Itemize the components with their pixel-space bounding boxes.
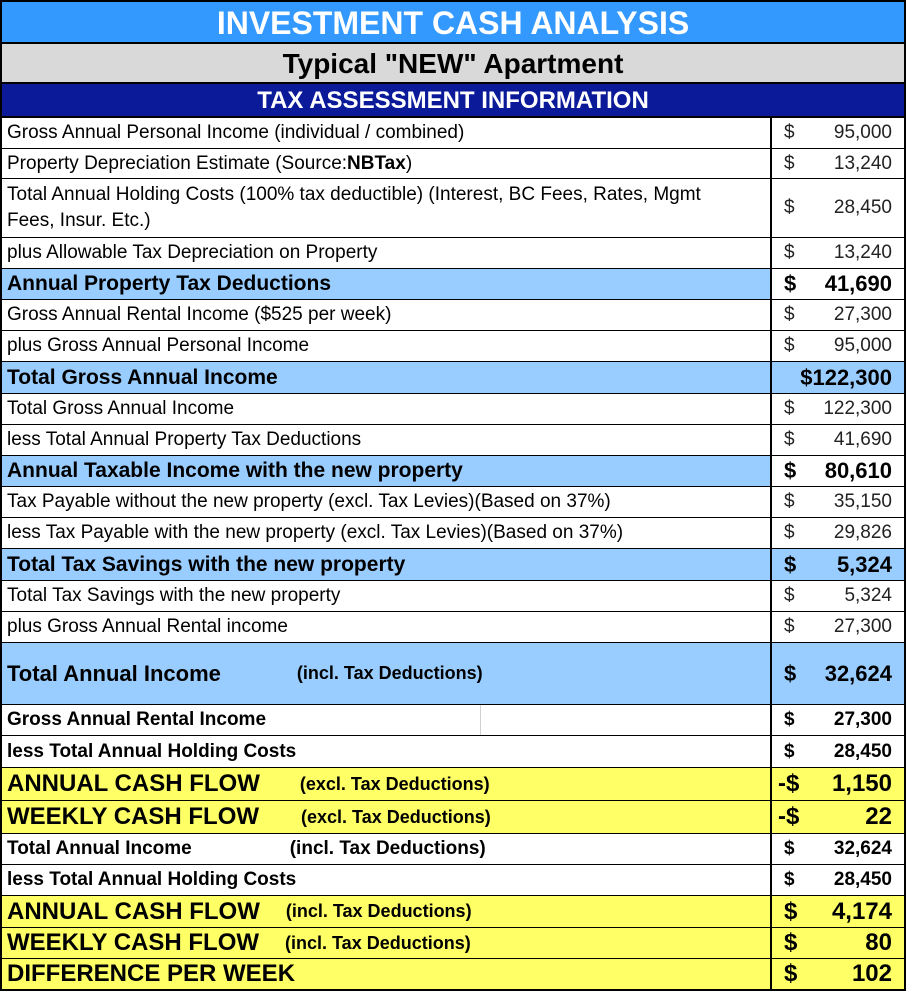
row-value: 1,150 xyxy=(831,770,892,797)
row-value: 28,450 xyxy=(833,197,892,218)
row-value: 27,300 xyxy=(833,304,892,325)
row-total-annual-income-incl-deductions[interactable] xyxy=(0,643,906,705)
row-annual-cash-flow-incl[interactable] xyxy=(0,896,906,928)
row-gross-annual-rental-income-bold[interactable] xyxy=(0,705,906,736)
row-label: less Tax Payable with the new property (excl. Tax Levies)(Based on 37%) xyxy=(2,518,772,548)
row-annual-property-tax-deductions[interactable] xyxy=(0,269,906,300)
row-value: 35,150 xyxy=(833,491,892,512)
row-total-annual-holding-costs[interactable] xyxy=(0,179,906,238)
row-label: Property Depreciation Estimate (Source: NBTax ) xyxy=(2,149,772,178)
row-value: 5,324 xyxy=(844,585,892,606)
row-label: Total Tax Savings with the new property xyxy=(2,581,772,611)
row-label: Total Annual Holding Costs (100% tax deductible) (Interest, BC Fees, Rates, Mgmt Fees, Insur. Etc.) xyxy=(2,179,772,237)
row-annual-cash-flow-excl[interactable] xyxy=(0,768,906,801)
row-label: WEEKLY CASH FLOW (incl. Tax Deductions) xyxy=(2,928,772,958)
currency-symbol: $ xyxy=(784,122,795,143)
row-plus-gross-annual-personal-income[interactable] xyxy=(0,331,906,362)
row-plus-gross-annual-rental-income[interactable] xyxy=(0,612,906,643)
row-value: 41,690 xyxy=(824,271,892,296)
row-label: plus Gross Annual Rental income xyxy=(2,612,772,642)
currency-symbol: $ xyxy=(784,960,798,987)
row-value: 5,324 xyxy=(836,551,892,577)
row-value: 80,610 xyxy=(824,458,892,483)
currency-symbol: $ xyxy=(784,197,795,218)
row-label: Total Annual Income (incl. Tax Deductions) xyxy=(2,643,772,704)
row-value: 95,000 xyxy=(833,335,892,356)
row-less-property-tax-deductions[interactable] xyxy=(0,425,906,456)
row-value: 27,300 xyxy=(833,709,892,730)
currency-symbol: $ xyxy=(784,838,795,859)
row-allowable-tax-depreciation[interactable] xyxy=(0,238,906,269)
currency-symbol: -$ xyxy=(778,770,800,797)
row-difference-per-week[interactable] xyxy=(0,959,906,991)
row-label: plus Allowable Tax Depreciation on Property xyxy=(2,238,772,268)
row-value: 29,826 xyxy=(833,522,892,543)
currency-symbol: $ xyxy=(784,429,795,450)
row-label: Total Annual Income (incl. Tax Deductions) xyxy=(2,834,772,864)
row-label: ANNUAL CASH FLOW (excl. Tax Deductions) xyxy=(2,768,772,800)
row-total-gross-annual-income[interactable] xyxy=(0,394,906,425)
currency-symbol: $ xyxy=(784,616,795,637)
row-value: 28,450 xyxy=(833,740,892,762)
row-label: ANNUAL CASH FLOW (incl. Tax Deductions) xyxy=(2,896,772,927)
currency-symbol: $ xyxy=(784,660,797,686)
row-value: 41,690 xyxy=(833,429,892,450)
row-label: less Total Annual Holding Costs xyxy=(2,865,772,895)
sheet-title: INVESTMENT CASH ANALYSIS xyxy=(0,0,906,44)
row-gross-annual-rental-income[interactable] xyxy=(0,300,906,331)
row-weekly-cash-flow-excl[interactable] xyxy=(0,801,906,834)
currency-symbol: $ xyxy=(784,491,795,512)
row-value: 13,240 xyxy=(833,152,892,174)
currency-symbol: $ xyxy=(784,335,795,356)
row-total-gross-annual-income-summary[interactable] xyxy=(0,362,906,394)
currency-symbol: $ xyxy=(784,271,797,296)
row-label: Tax Payable without the new property (excl. Tax Levies)(Based on 37%) xyxy=(2,487,772,517)
row-value: 13,240 xyxy=(833,242,892,263)
row-weekly-cash-flow-incl[interactable] xyxy=(0,928,906,959)
row-less-total-holding-costs[interactable] xyxy=(0,736,906,768)
row-label: less Total Annual Property Tax Deductions xyxy=(2,425,772,455)
row-label: Total Gross Annual Income xyxy=(2,394,772,424)
row-label: Total Gross Annual Income xyxy=(2,362,772,393)
currency-symbol: $ xyxy=(784,522,795,543)
row-annual-taxable-income[interactable] xyxy=(0,456,906,487)
source-name: NBTax xyxy=(347,152,406,174)
row-property-depreciation-estimate[interactable] xyxy=(0,149,906,179)
row-value: 102 xyxy=(851,960,892,987)
row-value: 4,174 xyxy=(831,897,892,925)
row-value: 32,624 xyxy=(833,838,892,859)
row-gross-annual-personal-income[interactable] xyxy=(0,118,906,149)
currency-symbol: $ xyxy=(784,929,798,956)
row-note: (incl. Tax Deductions) xyxy=(289,838,486,859)
currency-symbol: $ xyxy=(784,897,798,925)
row-value: 28,450 xyxy=(833,869,892,890)
row-total-tax-savings[interactable] xyxy=(0,581,906,612)
currency-symbol: $ xyxy=(784,740,795,762)
row-value: 27,300 xyxy=(833,616,892,637)
row-label: Gross Annual Rental Income xyxy=(2,705,772,735)
row-label: Annual Taxable Income with the new property xyxy=(2,456,772,486)
row-tax-payable-without-property[interactable] xyxy=(0,487,906,518)
row-value: 80 xyxy=(865,929,892,956)
section-header: TAX ASSESSMENT INFORMATION xyxy=(0,84,906,118)
row-label: DIFFERENCE PER WEEK xyxy=(2,959,772,989)
row-value: 22 xyxy=(865,803,892,830)
row-value: 122,300 xyxy=(812,364,892,390)
currency-symbol: $ xyxy=(784,585,795,606)
currency-symbol: $ xyxy=(784,551,797,577)
row-tax-payable-with-property[interactable] xyxy=(0,518,906,549)
currency-symbol: $ xyxy=(784,152,795,174)
currency-symbol: $ xyxy=(784,458,797,483)
currency-symbol: $ xyxy=(800,364,813,390)
row-note: (incl. Tax Deductions) xyxy=(285,901,472,921)
row-label: Gross Annual Rental Income ($525 per week) xyxy=(2,300,772,330)
row-label: plus Gross Annual Personal Income xyxy=(2,331,772,361)
cell-divider xyxy=(480,705,481,735)
row-total-annual-income-bold[interactable] xyxy=(0,834,906,865)
row-label: WEEKLY CASH FLOW (excl. Tax Deductions) xyxy=(2,801,772,833)
row-note: (incl. Tax Deductions) xyxy=(296,663,483,683)
row-value: 122,300 xyxy=(823,398,892,419)
row-note: (excl. Tax Deductions) xyxy=(299,773,490,794)
row-value: 95,000 xyxy=(833,122,892,143)
row-less-total-holding-costs-2[interactable] xyxy=(0,865,906,896)
row-note: (excl. Tax Deductions) xyxy=(301,806,491,827)
row-label: less Total Annual Holding Costs xyxy=(2,736,772,767)
row-note: (incl. Tax Deductions) xyxy=(285,932,471,953)
row-label: Total Tax Savings with the new property xyxy=(2,549,772,580)
row-label: Gross Annual Personal Income (individual / combined) xyxy=(2,118,772,148)
currency-symbol: $ xyxy=(784,869,795,890)
currency-symbol: $ xyxy=(784,242,795,263)
row-label: Annual Property Tax Deductions xyxy=(2,269,772,299)
currency-symbol: $ xyxy=(784,304,795,325)
currency-symbol: $ xyxy=(784,398,795,419)
sheet-subtitle: Typical "NEW" Apartment xyxy=(0,44,906,84)
row-total-tax-savings-summary[interactable] xyxy=(0,549,906,581)
currency-symbol: $ xyxy=(784,709,795,730)
row-value: 32,624 xyxy=(824,660,892,686)
currency-symbol: -$ xyxy=(778,803,800,830)
